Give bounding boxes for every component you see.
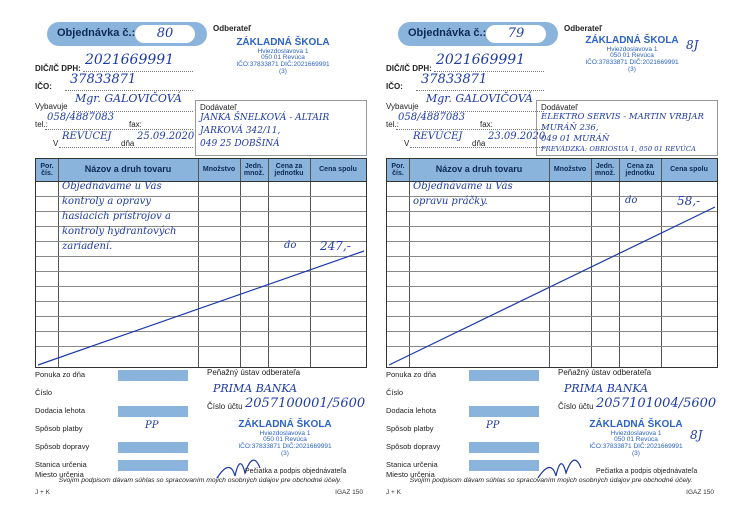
item-line-1: Objednávame u Vás <box>62 181 162 192</box>
form-code: IGAZ 150 <box>335 489 363 496</box>
destination-station-label: Stanica určenia <box>386 460 438 469</box>
col-name: Názov a druh tovaru <box>84 164 172 175</box>
payment-method-label: Spôsob platby <box>386 424 434 433</box>
supplier-line-1: ELEKTRO SERVIS - MARTIN VRBJAR <box>541 112 704 122</box>
destination-station-cell <box>469 460 539 471</box>
cancel-diagonal-line <box>387 159 717 367</box>
publisher-mark: J + K <box>35 489 50 496</box>
destination-station-label: Stanica určenia <box>35 460 87 469</box>
account-value: 2057100001/5600 <box>245 396 366 411</box>
date-label: dňa <box>472 139 486 148</box>
item-do: do <box>625 195 638 206</box>
supplier-line-2: MURÁŇ 236, <box>541 123 599 133</box>
number-label: Číslo <box>386 388 404 397</box>
payment-value: PP <box>486 420 500 431</box>
supplier-label: Dodávateľ <box>200 103 237 112</box>
supplier-line-1: JANKA ŠNELKOVÁ - ALTAIR <box>200 113 330 123</box>
vybavuje-value: Mgr. GALOVIČOVÁ <box>75 92 182 105</box>
transport-method-cell <box>469 442 539 453</box>
tel-label: tel.: <box>386 120 399 129</box>
supplier-line-2: JARKOVÁ 342/11, <box>200 126 281 136</box>
payment-value: PP <box>145 420 159 431</box>
consent-text: Svojím podpisom dávam súhlas so spracovaním mojich osobných údajov pre obchodné účely. <box>58 477 342 484</box>
order-number-badge <box>47 22 207 46</box>
col-unit-price: Cena za jednotku <box>274 162 304 177</box>
destination-place-label: Miesto určenia <box>386 470 435 479</box>
order-number-badge <box>398 22 558 46</box>
vybavuje-label: Vybavuje <box>35 102 68 111</box>
publisher-mark: J + K <box>386 489 401 496</box>
payment-method-label: Spôsob platby <box>35 424 83 433</box>
supplier-line-3: 049 01 MURÁŇ <box>541 134 610 144</box>
offer-date-cell <box>118 370 188 381</box>
cancel-diagonal-line <box>36 159 366 367</box>
form-code: IGAZ 150 <box>686 489 714 496</box>
account-value: 2057101004/5600 <box>596 396 717 411</box>
ico-label: IČO: <box>35 82 52 91</box>
v-label: V <box>404 139 410 148</box>
dic-label: DIČ/IČ DPH: <box>386 64 432 73</box>
delivery-term-cell <box>118 406 188 417</box>
item-total: 58,- <box>677 194 701 208</box>
signature-label: Pečiatka a podpis objednávateľa <box>596 468 698 475</box>
vybavuje-label: Vybavuje <box>386 102 419 111</box>
order-number-label: Objednávka č.: <box>408 27 487 39</box>
supplier-label: Dodávateľ <box>541 103 578 112</box>
supplier-box <box>195 100 367 156</box>
transport-method-label: Spôsob dopravy <box>386 442 441 451</box>
col-unit: Jedn. množ. <box>243 162 265 177</box>
odberatel-label: Odberateľ <box>564 24 603 33</box>
place-value: REVÚCEJ <box>62 131 112 142</box>
dic-value: 2021669991 <box>85 52 175 68</box>
col-qty: Množstvo <box>202 166 236 174</box>
school-stamp: ZÁKLADNÁ ŠKOLA Hviezdoslavova 1 050 01 Revúca IČO:37833871 DIČ:2021669991 (3) <box>236 37 330 75</box>
order-number-value: 79 <box>486 25 546 43</box>
destination-place-label: Miesto určenia <box>35 470 84 479</box>
items-table <box>386 158 718 368</box>
supplier-line-3: 049 25 DOBŠINÁ <box>200 139 280 149</box>
number-label: Číslo <box>35 388 53 397</box>
supplier-line-4: PREVÁDZKA: OBRIOSUA 1, 050 01 REVÚCA <box>541 145 696 153</box>
item-line-3: hasiacich prístrojov a <box>62 211 171 222</box>
col-unit: Jedn. množ. <box>594 162 616 177</box>
col-unit-price: Cena za jednotku <box>625 162 655 177</box>
delivery-term-label: Dodacia lehota <box>35 406 86 415</box>
item-line-5: zariadení. <box>62 241 113 252</box>
v-label: V <box>53 139 59 148</box>
offer-date-label: Ponuka zo dňa <box>35 370 86 379</box>
tel-label: tel.: <box>35 120 48 129</box>
ico-value: 37833871 <box>70 72 137 87</box>
school-stamp-bottom: ZÁKLADNÁ ŠKOLA Hviezdoslavova 1 050 01 Revúca IČO:37833871 DIČ:2021669991 (3) <box>238 419 332 457</box>
item-line-2: kontroly a opravy <box>62 196 151 207</box>
date-value: 23.09.2020 <box>488 131 546 142</box>
bank-value: PRIMA BANKA <box>213 382 298 395</box>
col-por: Por. čís. <box>40 162 54 177</box>
account-label: Číslo účtu <box>558 402 594 411</box>
col-por: Por. čís. <box>391 162 405 177</box>
items-table <box>35 158 367 368</box>
offer-date-label: Ponuka zo dňa <box>386 370 437 379</box>
bank-label: Peňažný ústav odberateľa <box>558 368 652 377</box>
col-qty: Množstvo <box>553 166 587 174</box>
offer-date-cell <box>469 370 539 381</box>
dic-value: 2021669991 <box>436 52 526 68</box>
col-total: Cena spolu <box>319 166 357 174</box>
transport-method-cell <box>118 442 188 453</box>
ico-label: IČO: <box>386 82 403 91</box>
col-name: Názov a druh tovaru <box>435 164 523 175</box>
signature-label: Pečiatka a podpis objednávateľa <box>245 468 347 475</box>
dic-label: DIČ/IČ DPH: <box>35 64 81 73</box>
school-stamp-bottom: ZÁKLADNÁ ŠKOLA Hviezdoslavova 1 050 01 Revúca IČO:37833871 DIČ:2021669991 (3) <box>589 419 683 457</box>
delivery-term-cell <box>469 406 539 417</box>
fax-label: fax: <box>480 120 493 129</box>
delivery-term-label: Dodacia lehota <box>386 406 437 415</box>
order-form-80 <box>35 8 365 508</box>
bank-value: PRIMA BANKA <box>564 382 649 395</box>
school-stamp: ZÁKLADNÁ ŠKOLA Hviezdoslavova 1 050 01 Revúca IČO:37833871 DIČ:2021669991 (3) <box>585 35 679 73</box>
vybavuje-value: Mgr. GALOVIČOVÁ <box>426 92 533 105</box>
order-number-label: Objednávka č.: <box>57 27 136 39</box>
destination-station-cell <box>118 460 188 471</box>
tel-value: 058/4887083 <box>47 112 114 123</box>
order-form-79 <box>386 8 716 508</box>
account-label: Číslo účtu <box>207 402 243 411</box>
col-total: Cena spolu <box>670 166 708 174</box>
transport-method-label: Spôsob dopravy <box>35 442 90 451</box>
odberatel-label: Odberateľ <box>213 24 252 33</box>
item-total: 247,- <box>320 239 351 253</box>
corner-mark: 8J <box>686 38 699 52</box>
fax-label: fax: <box>129 120 142 129</box>
item-line-1: Objednávame u Vás <box>413 181 513 192</box>
consent-text: Svojím podpisom dávam súhlas so spracovaním mojich osobných údajov pre obchodné účely. <box>409 477 693 484</box>
date-label: dňa <box>121 139 135 148</box>
place-value: REVÚCEJ <box>413 131 463 142</box>
item-do: do <box>284 240 297 251</box>
item-line-4: kontroly hydrantových <box>62 226 177 237</box>
ico-value: 37833871 <box>421 72 488 87</box>
corner-mark-bottom: 8J <box>690 428 703 442</box>
supplier-box <box>536 100 718 156</box>
item-line-2: opravu práčky. <box>413 196 488 207</box>
bank-label: Peňažný ústav odberateľa <box>207 368 301 377</box>
date-value: 25.09.2020 <box>137 131 195 142</box>
order-number-value: 80 <box>135 25 195 43</box>
tel-value: 058/4887083 <box>398 112 465 123</box>
